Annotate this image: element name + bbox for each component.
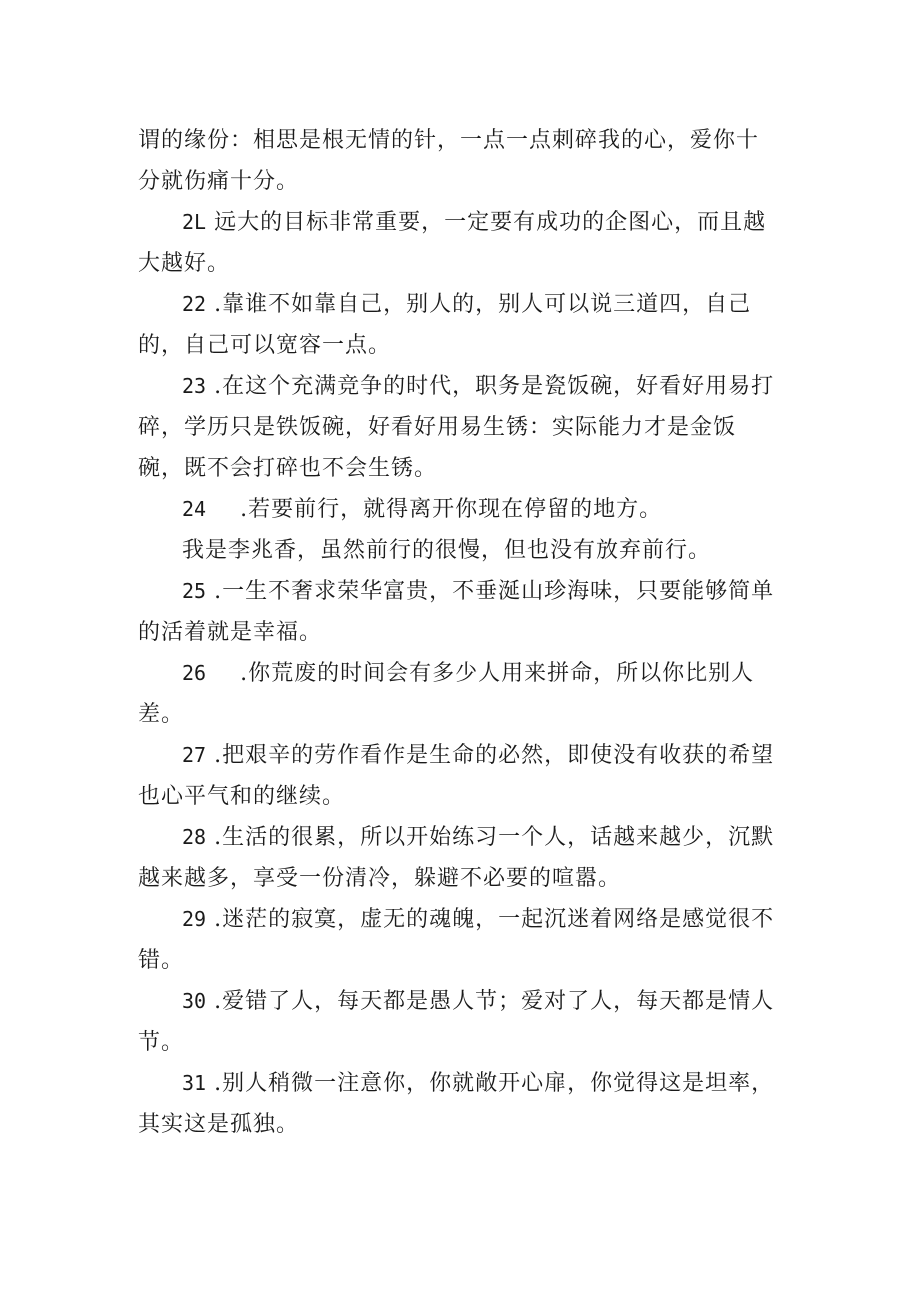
paragraph-number: 31 bbox=[182, 1071, 207, 1095]
paragraph-number: 2L bbox=[182, 210, 207, 234]
paragraph-text: .生活的很累，所以开始练习一个人，话越来越少，沉默越来越多，享受一份清冷，躲避不必要的喧嚣。 bbox=[138, 825, 775, 891]
paragraph-number: 28 bbox=[182, 825, 207, 849]
paragraph-number: 29 bbox=[182, 907, 207, 931]
author-line bbox=[138, 530, 778, 571]
quote-paragraph-21 bbox=[138, 202, 778, 284]
paragraph-number: 25 bbox=[182, 579, 207, 603]
paragraph-text: .在这个充满竞争的时代，职务是瓷饭碗，好看好用易打碎，学历只是铁饭碗，好看好用易生锈：实际能力才是金饭碗，既不会打碎也不会生锈。 bbox=[138, 374, 775, 481]
paragraph-text: 我是李兆香，虽然前行的很慢，但也没有放弃前行。 bbox=[182, 538, 712, 563]
quote-paragraph-24 bbox=[138, 489, 778, 530]
paragraph-text: .靠谁不如靠自己，别人的，别人可以说三道四，自己的，自己可以宽容一点。 bbox=[138, 292, 752, 358]
paragraph-text: .若要前行，就得离开你现在停留的地方。 bbox=[240, 497, 663, 522]
paragraph-text: .一生不奢求荣华富贵，不垂涎山珍海味，只要能够简单的活着就是幸福。 bbox=[138, 579, 775, 645]
paragraph-number: 24 bbox=[182, 497, 207, 521]
quote-paragraph-29 bbox=[138, 899, 778, 981]
paragraph-text: .你荒废的时间会有多少人用来拼命，所以你比别人差。 bbox=[138, 661, 755, 727]
quote-paragraph-22 bbox=[138, 284, 778, 366]
paragraph-number: 27 bbox=[182, 743, 207, 767]
quote-paragraph-26 bbox=[138, 653, 778, 735]
quote-paragraph-27 bbox=[138, 735, 778, 817]
quote-paragraph-25 bbox=[138, 571, 778, 653]
quote-paragraph-28 bbox=[138, 817, 778, 899]
paragraph-continuation bbox=[138, 120, 778, 202]
document-body bbox=[138, 120, 778, 1145]
quote-paragraph-30 bbox=[138, 981, 778, 1063]
paragraph-number: 26 bbox=[182, 661, 207, 685]
quote-paragraph-31 bbox=[138, 1063, 778, 1145]
paragraph-text: .别人稍微一注意你，你就敞开心扉，你觉得这是坦率，其实这是孤独。 bbox=[138, 1071, 775, 1137]
paragraph-text: .迷茫的寂寞，虚无的魂魄，一起沉迷着网络是感觉很不错。 bbox=[138, 907, 775, 973]
paragraph-text: .把艰辛的劳作看作是生命的必然，即使没有收获的希望也心平气和的继续。 bbox=[138, 743, 775, 809]
paragraph-number: 30 bbox=[182, 989, 207, 1013]
paragraph-number: 23 bbox=[182, 374, 207, 398]
paragraph-text: .爱错了人，每天都是愚人节；爱对了人，每天都是情人节。 bbox=[138, 989, 775, 1055]
paragraph-text: 远大的目标非常重要，一定要有成功的企图心，而且越大越好。 bbox=[138, 210, 767, 276]
quote-paragraph-23 bbox=[138, 366, 778, 489]
paragraph-text: 谓的缘份：相思是根无情的针，一点一点刺碎我的心，爱你十分就伤痛十分。 bbox=[138, 128, 760, 194]
paragraph-number: 22 bbox=[182, 292, 207, 316]
